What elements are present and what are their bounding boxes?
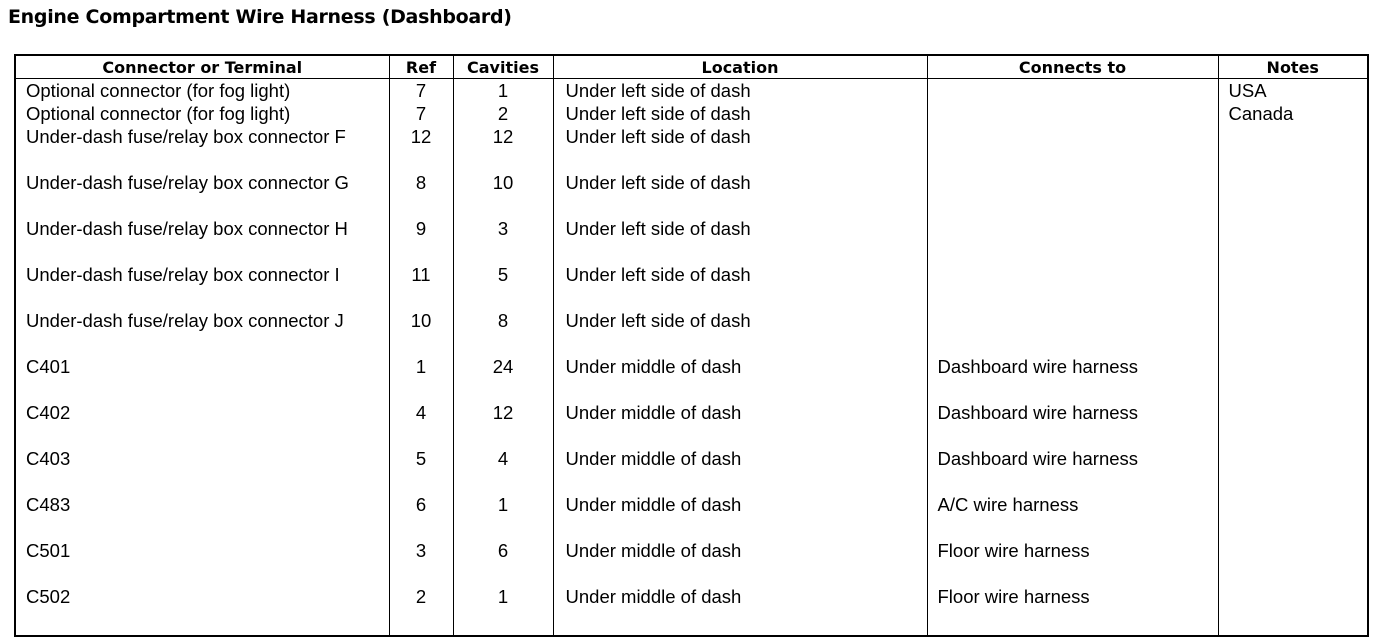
cell-connector: Under-dash fuse/relay box connector J [15,309,389,355]
cell-ref: 12 [389,125,453,171]
table-row [15,263,1368,309]
header-ref: Ref [389,55,453,79]
cell-notes: Canada [1218,102,1368,125]
cell-ref: 7 [389,102,453,125]
cell-connects-to: Dashboard wire harness [927,401,1218,447]
cell-connects-to [927,171,1218,217]
cell-ref: 10 [389,309,453,355]
cell-notes [1218,447,1368,493]
cell-connector: Under-dash fuse/relay box connector F [15,125,389,171]
cell-location: Under middle of dash [553,447,927,493]
cell-connector: C483 [15,493,389,539]
cell-location: Under middle of dash [553,493,927,539]
header-location: Location [553,55,927,79]
cell-notes [1218,171,1368,217]
cell-notes [1218,125,1368,171]
cell-cavities: 3 [453,217,553,263]
cell-ref: 4 [389,401,453,447]
table-row [15,447,1368,493]
cell-ref: 6 [389,493,453,539]
table-row [15,401,1368,447]
cell-cavities: 12 [453,125,553,171]
table-row [15,217,1368,263]
table-row [15,539,1368,585]
cell-cavities: 1 [453,585,553,636]
cell-cavities: 4 [453,447,553,493]
cell-ref: 3 [389,539,453,585]
cell-connects-to: Floor wire harness [927,539,1218,585]
cell-ref: 5 [389,447,453,493]
cell-notes [1218,217,1368,263]
cell-ref: 7 [389,79,453,103]
cell-notes: USA [1218,79,1368,103]
cell-connects-to: Floor wire harness [927,585,1218,636]
cell-cavities: 5 [453,263,553,309]
cell-location: Under left side of dash [553,309,927,355]
table-row [15,102,1368,125]
header-connects-to: Connects to [927,55,1218,79]
table-row [15,493,1368,539]
cell-cavities: 2 [453,102,553,125]
cell-connector: Under-dash fuse/relay box connector I [15,263,389,309]
cell-location: Under left side of dash [553,217,927,263]
cell-connects-to [927,125,1218,171]
cell-cavities: 1 [453,79,553,103]
header-notes: Notes [1218,55,1368,79]
cell-cavities: 12 [453,401,553,447]
cell-connector: Under-dash fuse/relay box connector H [15,217,389,263]
cell-cavities: 6 [453,539,553,585]
cell-connector: C501 [15,539,389,585]
table-row [15,355,1368,401]
cell-connector: C402 [15,401,389,447]
cell-notes [1218,401,1368,447]
cell-connects-to [927,217,1218,263]
harness-table [14,54,1369,637]
table-row [15,585,1368,636]
page-title: Engine Compartment Wire Harness (Dashboard) [8,6,512,28]
cell-connector: C403 [15,447,389,493]
cell-location: Under left side of dash [553,263,927,309]
cell-connects-to: Dashboard wire harness [927,447,1218,493]
cell-ref: 8 [389,171,453,217]
table-row [15,79,1368,103]
cell-notes [1218,585,1368,636]
cell-connects-to [927,309,1218,355]
header-connector: Connector or Terminal [15,55,389,79]
cell-location: Under middle of dash [553,585,927,636]
cell-ref: 1 [389,355,453,401]
cell-cavities: 24 [453,355,553,401]
cell-connector: C502 [15,585,389,636]
table-row [15,171,1368,217]
cell-connects-to: A/C wire harness [927,493,1218,539]
cell-cavities: 10 [453,171,553,217]
cell-location: Under middle of dash [553,539,927,585]
header-row [15,55,1368,79]
cell-connects-to [927,263,1218,309]
table-row [15,125,1368,171]
cell-location: Under left side of dash [553,125,927,171]
cell-notes [1218,539,1368,585]
cell-connector: Optional connector (for fog light) [15,102,389,125]
cell-connects-to: Dashboard wire harness [927,355,1218,401]
table-row [15,309,1368,355]
cell-notes [1218,493,1368,539]
cell-ref: 2 [389,585,453,636]
cell-notes [1218,355,1368,401]
header-cavities: Cavities [453,55,553,79]
cell-connector: Under-dash fuse/relay box connector G [15,171,389,217]
cell-cavities: 8 [453,309,553,355]
cell-connector: C401 [15,355,389,401]
cell-location: Under left side of dash [553,79,927,103]
cell-notes [1218,263,1368,309]
cell-location: Under middle of dash [553,401,927,447]
cell-cavities: 1 [453,493,553,539]
cell-ref: 9 [389,217,453,263]
cell-ref: 11 [389,263,453,309]
cell-notes [1218,309,1368,355]
cell-connects-to [927,79,1218,103]
cell-location: Under left side of dash [553,102,927,125]
cell-location: Under left side of dash [553,171,927,217]
cell-location: Under middle of dash [553,355,927,401]
cell-connects-to [927,102,1218,125]
cell-connector: Optional connector (for fog light) [15,79,389,103]
